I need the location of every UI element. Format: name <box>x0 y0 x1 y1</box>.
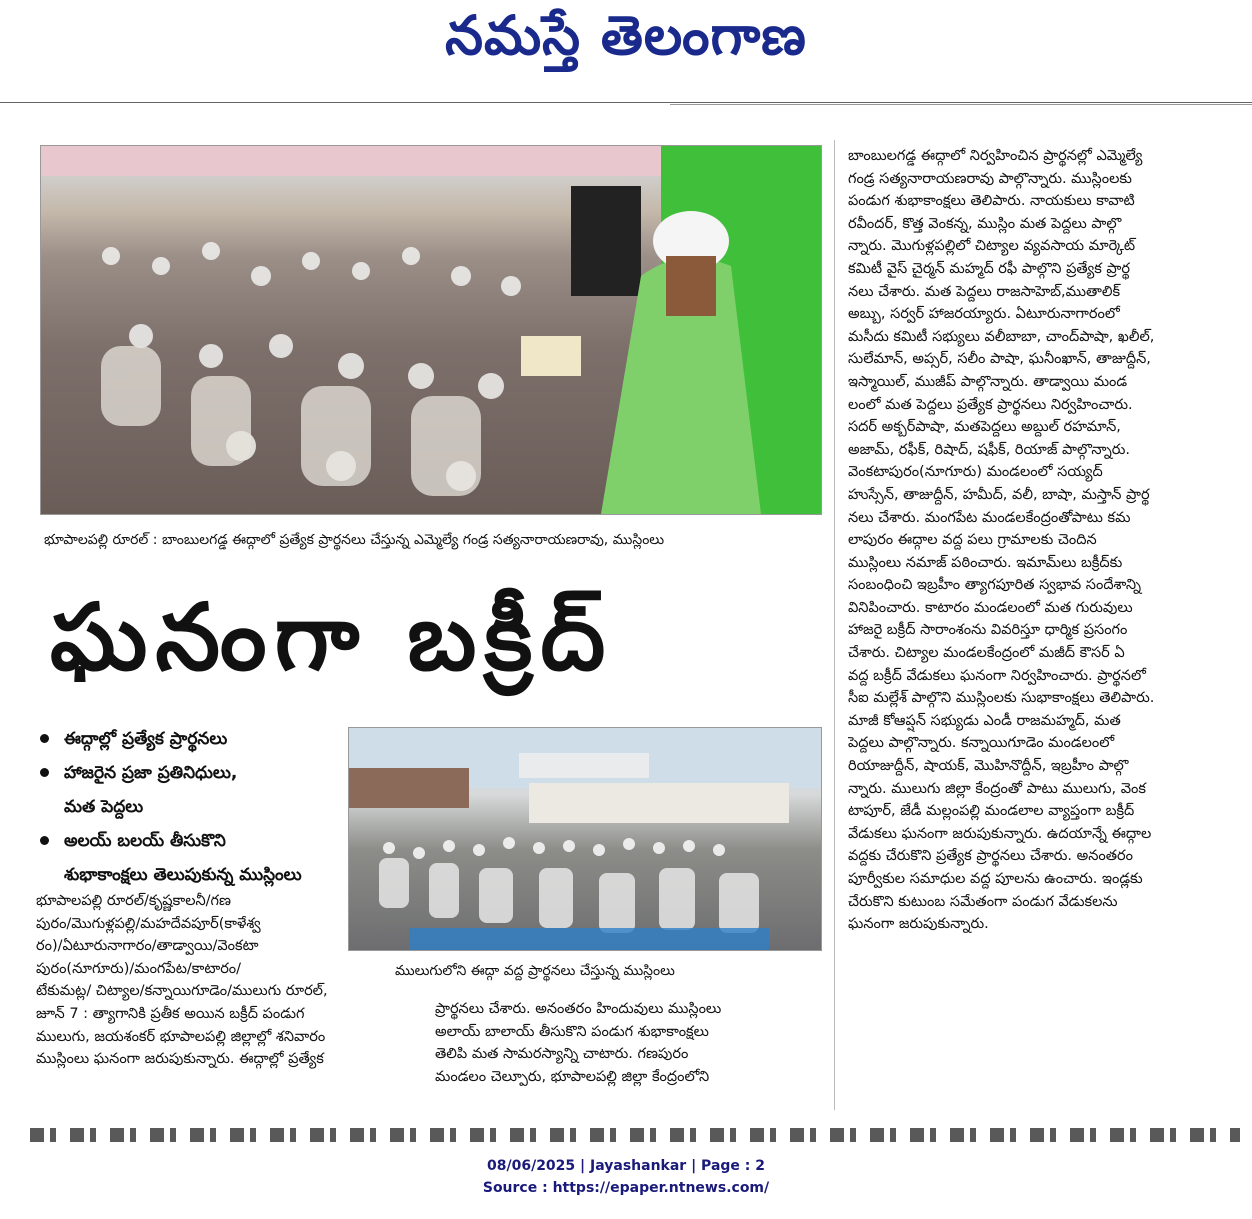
highlight-item: హాజరైన ప్రజా ప్రతినిధులు, మత పెద్దలు <box>38 756 338 824</box>
photo-caption-1: భూపాలపల్లి రూరల్ : బాంబులగడ్డ ఈద్గాలో ప్రత్యేక ప్రార్థనలు చేస్తున్న ఎమ్మెల్యే గండ్ర సత్యనారాయణరావు, ముస్లింలు <box>44 532 665 548</box>
prayer-photo-bambulagadda <box>40 145 822 515</box>
column-divider <box>834 140 835 1110</box>
article-line: సంబంధించి ఇబ్రహీం త్యాగపూరిత స్వభావ సందేశాన్ని <box>848 577 1142 594</box>
article-line: చేరుకొని కుటుంబ సమేతంగా పండుగ వేడుకలను <box>848 893 1118 910</box>
article-line: అబ్బు, సర్వర్ హాజరయ్యారు. ఏటూరునాగారంలో <box>848 306 1120 323</box>
article-line: పురం(నూగూరు)/మంగపేట/కాటారం/ <box>36 960 242 977</box>
highlights-list <box>38 722 338 892</box>
masthead-rule-secondary <box>670 104 1252 105</box>
newspaper-title: నమస్తే తెలంగాణ <box>445 4 807 67</box>
footer-source-link[interactable]: Source : https://epaper.ntnews.com/ <box>482 1180 770 1196</box>
article-line: పండుగ శుభాకాంక్షలు తెలిపారు. నాయకులు కావాటి <box>848 193 1135 210</box>
article-line: హుస్సేన్, తాజుద్దీన్, హమీద్, వలీ, బాషా, మస్తాన్ ప్రార్థ <box>848 486 1150 503</box>
bullet-icon <box>40 768 49 777</box>
mulugu-photo-illustration <box>349 728 821 950</box>
article-line: నలు చేశారు. మత పెద్దలు రాజసాహెబ్,ముతాలిక్ <box>848 283 1121 300</box>
article-column-left <box>36 890 416 1071</box>
article-line: టేకుమట్ల/ చిట్యాల/కన్నాయిగూడెం/ములుగు రూరల్, <box>36 983 328 1000</box>
article-line: అజామ్, రఫీక్, రిషాద్, షఫీక్, రియాజ్ పాల్గొన్నారు. <box>848 441 1130 458</box>
article-line: రవీందర్, కొత్త వెంకన్న, ముస్లిం మత పెద్దలు పాల్గొ <box>848 215 1122 232</box>
article-line: గండ్ర సత్యనారాయణరావు పాల్గొన్నారు. ముస్లింలకు <box>848 170 1132 187</box>
article-line: సదర్ అక్బర్‌పాషా, మతపెద్దలు అబ్దుల్ రహమాన్, <box>848 419 1121 436</box>
article-column-middle <box>435 998 820 1088</box>
next-article-cut-strip <box>30 1128 1240 1142</box>
article-line: న్నారు. మొగుళ్లపల్లిలో చిట్యాల వ్యవసాయ మార్కెట్ <box>848 238 1136 255</box>
article-line: ఘనంగా జరుపుకున్నారు. <box>848 916 989 933</box>
footer-edition-info: 08/06/2025 | Jayashankar | Page : 2 <box>487 1158 765 1174</box>
prayer-photo-illustration <box>41 146 821 514</box>
article-line: వినిపించారు. కాటారం మండలంలో మత గురువులు <box>848 599 1133 616</box>
article-line: పురం/మొగుళ్లపల్లి/మహదేవపూర్(కాళేశ్వ <box>36 915 261 932</box>
masthead <box>0 0 1252 80</box>
article-line: సులేమాన్, అప్సర్, సలీం పాషా, ఘనీంఖాన్, తాజుద్దీన్, <box>848 351 1151 368</box>
article-line: వద్దకు చేరుకొని ప్రత్యేక ప్రార్థనలు చేశారు. అనంతరం <box>848 848 1133 865</box>
article-line: ప్రార్థనలు చేశారు. అనంతరం హిందువులు ముస్లింలు <box>435 1001 722 1017</box>
article-line: హాజరై బక్రీద్ సారాంశంను వివరిస్తూ ధార్మిక ప్రసంగం <box>848 622 1128 639</box>
article-line: లాపురం ఈద్గాల వద్ద పలు గ్రామాలకు చెందిన <box>848 532 1097 549</box>
article-line: ముస్లింలు నమాజ్ పఠించారు. ఇమామ్‌లు బక్రీద్‌కు <box>848 554 1123 571</box>
article-line: బాంబులగడ్డ ఈద్గాలో నిర్వహించిన ప్రార్థనల్లో ఎమ్మెల్యే <box>848 148 1143 164</box>
highlight-item: అలయ్ బలయ్ తీసుకొని శుభాకాంక్షలు తెలుపుకున్న ముస్లింలు <box>38 824 338 892</box>
article-line: పూర్వీకుల సమాధుల వద్ద పూలను ఉంచారు. ఇండ్లకు <box>848 871 1143 887</box>
article-line: సీఐ మల్లేశ్ పాల్గొని ముస్లింలకు సుభాకాంక్షలు తెలిపారు. <box>848 690 1155 707</box>
article-line: భూపాలపల్లి రూరల్/కృష్ణకాలనీ/గణ <box>36 893 231 909</box>
masthead-rule <box>0 102 1252 103</box>
article-line: చేశారు. చిట్యాల మండలకేంద్రంలో మజీద్ కౌసర్ ఏ <box>848 645 1125 662</box>
article-line: వెంకటాపురం(నూగూరు) మండలంలో సయ్యద్ <box>848 464 1103 481</box>
article-line: ముస్లింలు ఘనంగా జరుపుకున్నారు. ఈద్గాల్లో ప్రత్యేక <box>36 1051 324 1068</box>
headline: ఘనంగా బక్రీద్ <box>50 584 614 691</box>
article-line: ములుగు, జయశంకర్ భూపాలపల్లి జిల్లాల్లో శనివారం <box>36 1028 326 1045</box>
article-column-right <box>848 145 1228 936</box>
article-line: లంలో మత పెద్దలు ప్రత్యేక ప్రార్థనలు నిర్వహించారు. <box>848 396 1133 413</box>
article-line: వద్ద బక్రీద్ వేడుకలు ఘనంగా నిర్వహించారు. ప్రార్థనలో <box>848 667 1146 684</box>
article-line: నలు చేశారు. మంగపేట మండలకేంద్రంతోపాటు కమ <box>848 509 1131 526</box>
article-line: వేడుకలు ఘనంగా జరుపుకున్నారు. ఉదయాన్నే ఈద్గాల <box>848 825 1152 842</box>
article-line: మండలం చెల్పూరు, భూపాలపల్లి జిల్లా కేంద్రంలోని <box>435 1068 710 1085</box>
article-line: రం)/ఏటూరునాగారం/తాడ్వాయి/వెంకటా <box>36 938 259 955</box>
article-line: న్నారు. ములుగు జిల్లా కేంద్రంతో పాటు ములుగు, వెంక <box>848 780 1146 797</box>
bullet-icon <box>40 734 49 743</box>
prayer-photo-mulugu <box>348 727 822 951</box>
article-line: రియాజుద్దీన్, షాయక్, మొహినొద్దీన్, ఇబ్రహీం పాల్గొ <box>848 758 1129 775</box>
article-line: టాపూర్, జేడీ మల్లంపల్లి మండలాల వ్యాప్తంగా బక్రీద్ <box>848 803 1135 820</box>
article-line: పెద్దలు పాల్గొన్నారు. కన్నాయిగూడెం మండలంలో <box>848 735 1115 752</box>
article-line: ఇస్మాయిల్, ముజీప్ పాల్గొన్నారు. తాడ్వాయి మండ <box>848 373 1128 390</box>
photo-caption-2: ములుగులోని ఈద్గా వద్ద ప్రార్థనలు చేస్తున్న ముస్లింలు <box>395 963 675 979</box>
article-line: జూన్ 7 : త్యాగానికి ప్రతీక అయిన బక్రీద్ పండుగ <box>36 1005 305 1022</box>
article-line: మసీదు కమిటీ సభ్యులు వలీబాబా, చాంద్‌పాషా, ఖలీల్, <box>848 328 1155 345</box>
article-line: అలాయ్ బాలాయ్ తీసుకొని పండుగ శుభాకాంక్షలు <box>435 1023 709 1040</box>
article-line: తెలిపి మత సామరస్యాన్ని చాటారు. గణపురం <box>435 1046 689 1063</box>
article-line: మాజీ కోఆప్షన్ సభ్యుడు ఎండీ రాజమహ్మద్, మత <box>848 712 1121 729</box>
highlight-item: ఈద్గాల్లో ప్రత్యేక ప్రార్థనలు <box>38 722 338 756</box>
article-line: కమిటీ వైస్ చైర్మన్ మహ్మద్ రఫీ పాల్గొని ప్రత్యేక ప్రార్థ <box>848 260 1130 277</box>
bullet-icon <box>40 836 49 845</box>
